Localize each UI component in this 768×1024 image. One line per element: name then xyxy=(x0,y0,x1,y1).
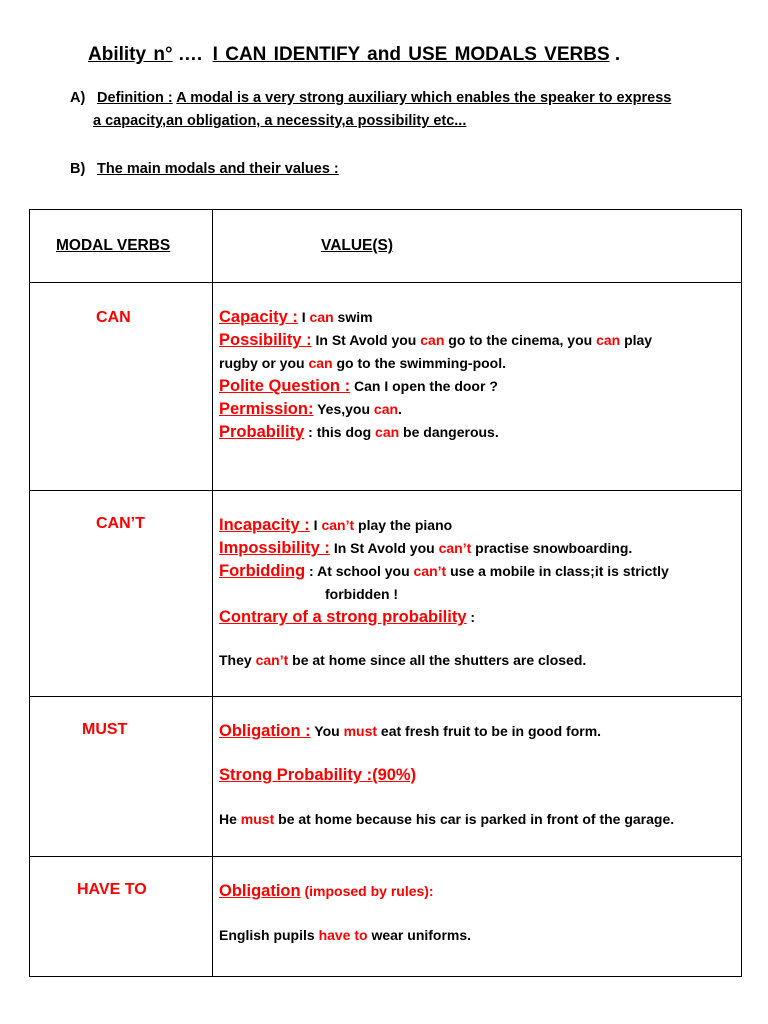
have-to-obligation-label: Obligation xyxy=(219,882,301,900)
must-obligation-modal: must xyxy=(343,723,378,739)
can-capacity-post: swim xyxy=(333,309,373,325)
can-possibility-line xyxy=(219,329,741,352)
must-example-modal: must xyxy=(240,811,275,827)
cant-contrary-label: Contrary of a strong probability xyxy=(219,608,467,626)
can-possibility-b: go to the cinema, you xyxy=(444,332,597,348)
page-title xyxy=(88,44,620,66)
value-cell-have-to xyxy=(213,857,742,977)
header-cell-modal-verbs xyxy=(30,210,213,283)
cant-incapacity-modal: can’t xyxy=(321,517,355,533)
have-to-example-post: wear uniforms. xyxy=(367,927,472,943)
title-main: I CAN IDENTIFY and USE MODALS VERBS xyxy=(212,44,610,65)
have-to-example-line xyxy=(219,924,741,947)
cant-forbidding-label: Forbidding xyxy=(219,562,306,580)
cant-example-pre: They xyxy=(219,652,256,668)
modal-name-can: CAN xyxy=(96,309,131,326)
title-dots: …. xyxy=(177,44,203,65)
table-row-have-to xyxy=(30,857,742,977)
definition-text-line1: A modal is a very strong auxiliary which enables the speaker to express xyxy=(176,90,672,106)
can-possibility2-a: rugby or you xyxy=(219,355,309,371)
can-probability-post: be dangerous. xyxy=(399,424,499,440)
cant-example-line xyxy=(219,649,741,672)
must-obligation-post: eat fresh fruit to be in good form. xyxy=(377,723,602,739)
header-modal-verbs: MODAL VERBS xyxy=(56,237,171,254)
must-strong-line xyxy=(219,764,741,787)
can-capacity-pre: I xyxy=(297,309,310,325)
can-permission-pre: Yes,you xyxy=(313,401,374,417)
can-permission-line xyxy=(219,398,741,421)
can-probability-line xyxy=(219,421,741,444)
definition-section xyxy=(70,90,671,106)
values-marker: B) xyxy=(70,161,86,177)
cant-example-modal: can’t xyxy=(255,652,289,668)
can-probability-modal: can xyxy=(375,424,400,440)
must-obligation-line xyxy=(219,720,741,743)
can-possibility-modal2: can xyxy=(596,332,621,348)
cant-impossibility-post: practise snowboarding. xyxy=(471,540,633,556)
cant-impossibility-modal: can’t xyxy=(438,540,472,556)
can-permission-modal: can xyxy=(373,401,399,417)
value-cell-must xyxy=(213,697,742,857)
modal-cell-have-to xyxy=(30,857,213,977)
cant-impossibility-pre: In St Avold you xyxy=(329,540,439,556)
value-cell-cant xyxy=(213,491,742,697)
cant-forbidding-post: use a mobile in class;it is strictly xyxy=(446,563,669,579)
modal-name-have-to: HAVE TO xyxy=(77,881,147,898)
cant-incapacity-pre: I xyxy=(309,517,322,533)
can-capacity-label: Capacity : xyxy=(219,308,298,326)
cant-incapacity-label: Incapacity : xyxy=(219,516,310,534)
can-possibility-line2 xyxy=(219,352,741,375)
table-row-must xyxy=(30,697,742,857)
must-example-post: be at home because his car is parked in front of the garage. xyxy=(274,811,675,827)
can-possibility2-modal: can xyxy=(308,355,333,371)
can-permission-label: Permission: xyxy=(219,400,314,418)
cant-forbidding-pre: : At school you xyxy=(305,563,414,579)
must-obligation-label: Obligation : xyxy=(219,722,311,740)
can-possibility2-b: go to the swimming-pool. xyxy=(332,355,507,371)
cant-incapacity-line xyxy=(219,514,741,537)
can-permission-post: . xyxy=(398,401,402,417)
table-row-can xyxy=(30,283,742,491)
can-probability-pre: : this dog xyxy=(304,424,376,440)
can-capacity-modal: can xyxy=(309,309,334,325)
modal-name-must: MUST xyxy=(82,721,128,738)
title-prefix: Ability n° xyxy=(88,44,173,65)
can-possibility-c: play xyxy=(620,332,653,348)
cant-forbidding-line xyxy=(219,560,741,583)
values-section-heading xyxy=(70,161,339,177)
modals-table xyxy=(29,209,742,977)
values-label: The main modals and their values : xyxy=(97,161,339,177)
have-to-example-modal: have to xyxy=(318,927,368,943)
must-example-pre: He xyxy=(219,811,241,827)
cant-example-post: be at home since all the shutters are closed. xyxy=(288,652,587,668)
have-to-example-pre: English pupils xyxy=(219,927,319,943)
header-values: VALUE(S) xyxy=(321,237,394,254)
modal-cell-must xyxy=(30,697,213,857)
can-polite-line xyxy=(219,375,741,398)
table-header-row xyxy=(30,210,742,283)
cant-forbidding-modal: can’t xyxy=(413,563,447,579)
can-polite-text: Can I open the door ? xyxy=(350,378,498,394)
cant-forbidding-line2: forbidden ! xyxy=(325,586,399,602)
have-to-obligation-line xyxy=(219,880,741,903)
title-end: . xyxy=(614,44,621,65)
have-to-obligation-note: (imposed by rules): xyxy=(300,883,434,899)
can-possibility-modal1: can xyxy=(420,332,445,348)
definition-text-line2 xyxy=(93,113,466,129)
must-strong-label: Strong Probability :(90%) xyxy=(219,766,417,784)
definition-label: Definition : xyxy=(97,90,173,106)
must-obligation-pre: You xyxy=(310,723,344,739)
can-polite-label: Polite Question : xyxy=(219,377,351,395)
can-probability-label: Probability xyxy=(219,423,305,441)
can-possibility-label: Possibility : xyxy=(219,331,312,349)
definition-marker: A) xyxy=(70,90,86,106)
must-example-line xyxy=(219,808,741,831)
cant-incapacity-post: play the piano xyxy=(354,517,453,533)
definition-text-line2-span: a capacity,an obligation, a necessity,a possibility etc... xyxy=(93,113,467,129)
can-possibility-a: In St Avold you xyxy=(311,332,421,348)
table-row-cant xyxy=(30,491,742,697)
value-cell-can xyxy=(213,283,742,491)
cant-impossibility-label: Impossibility : xyxy=(219,539,330,557)
modal-cell-can xyxy=(30,283,213,491)
modal-cell-cant xyxy=(30,491,213,697)
header-cell-values xyxy=(213,210,742,283)
can-capacity-line xyxy=(219,306,741,329)
cant-contrary-colon: : xyxy=(466,609,476,625)
modal-name-cant: CAN’T xyxy=(96,515,145,532)
cant-impossibility-line xyxy=(219,537,741,560)
cant-contrary-line xyxy=(219,606,741,629)
